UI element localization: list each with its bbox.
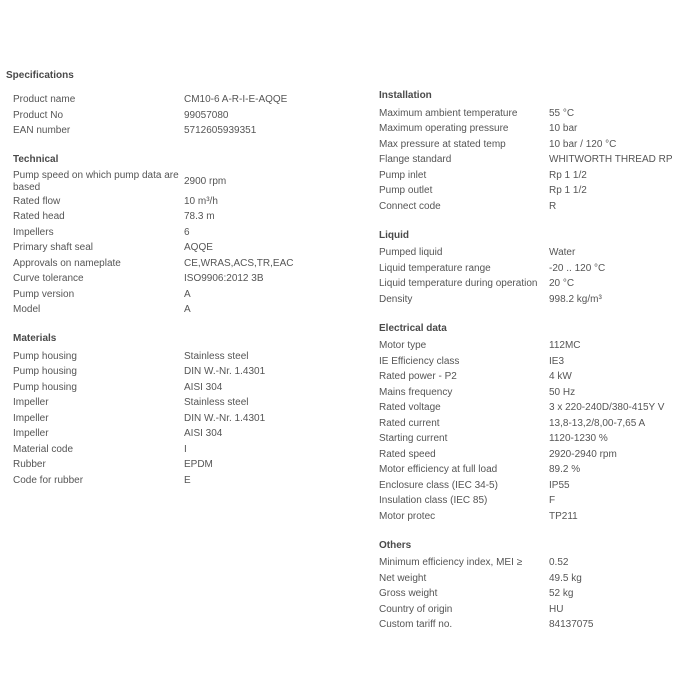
left-column	[13, 92, 353, 504]
spec-label: Liquid temperature during operation	[379, 278, 538, 289]
spec-label: Pump outlet	[379, 185, 433, 196]
spec-row	[13, 473, 353, 489]
spec-value: TP211	[549, 510, 578, 522]
spec-label: Rated voltage	[379, 402, 441, 413]
spec-label: Curve tolerance	[13, 273, 84, 284]
spec-value: Water	[549, 247, 576, 258]
spec-label: EAN number	[13, 125, 71, 136]
spec-label: IE Efficiency class	[379, 355, 460, 367]
spec-row	[379, 617, 694, 633]
spec-label: Pump speed on which pump data are based	[13, 169, 179, 193]
spec-label: Material code	[13, 443, 74, 455]
spec-value: R	[549, 200, 557, 212]
section-title: Electrical data	[379, 322, 447, 334]
spec-row	[379, 571, 694, 587]
spec-row	[13, 194, 353, 210]
spec-value: Rp 1 1/2	[549, 169, 587, 181]
section-materials	[13, 333, 353, 488]
spec-value: A	[184, 288, 191, 300]
spec-label: Impeller	[13, 397, 49, 408]
spec-row	[13, 225, 353, 241]
spec-label: Pump version	[13, 288, 75, 300]
spec-value: IE3	[549, 355, 565, 367]
spec-value: CM10-6 A-R-I-E-AQQE	[184, 94, 288, 105]
spec-label: Custom tariff no.	[379, 619, 453, 630]
spec-row	[379, 509, 694, 525]
spec-label: Model	[13, 304, 41, 315]
spec-row	[13, 92, 353, 108]
spec-value: 89.2 %	[549, 464, 581, 475]
spec-label: Starting current	[379, 433, 448, 444]
spec-value: EPDM	[184, 459, 213, 470]
spec-row	[379, 354, 694, 370]
spec-label: Motor protec	[379, 510, 436, 522]
spec-label: Rated power - P2	[379, 371, 457, 382]
spec-label: Rated current	[379, 417, 440, 429]
spec-row	[379, 416, 694, 432]
spec-value: 10 bar / 120 °C	[549, 138, 617, 150]
spec-value: 13,8-13,2/8,00-7,65 A	[549, 417, 646, 429]
spec-row	[13, 380, 353, 396]
section-electrical-data	[379, 323, 694, 525]
spec-label: Flange standard	[379, 154, 452, 165]
section-title: Liquid	[379, 229, 409, 241]
spec-value: 0.52	[549, 557, 569, 568]
spec-label: Maximum operating pressure	[379, 123, 509, 134]
spec-row	[379, 106, 694, 122]
spec-value: 55 °C	[549, 107, 575, 119]
spec-value: 50 Hz	[549, 386, 576, 398]
spec-value: DIN W.-Nr. 1.4301	[184, 366, 266, 377]
spec-value: 2920-2940 rpm	[549, 448, 617, 460]
spec-value: 10 m³/h	[184, 195, 218, 207]
spec-label: Pump housing	[13, 366, 77, 377]
spec-label: Max pressure at stated temp	[379, 138, 506, 150]
spec-row	[379, 369, 694, 385]
spec-value: 99057080	[184, 109, 229, 121]
spec-label: Liquid temperature range	[379, 262, 491, 274]
spec-value: AQQE	[184, 242, 213, 253]
spec-label: Enclosure class (IEC 34-5)	[379, 479, 498, 491]
spec-row	[13, 411, 353, 427]
spec-row	[379, 245, 694, 261]
spec-value: 2900 rpm	[184, 175, 227, 187]
spec-value: I	[184, 443, 187, 455]
spec-label: Pump housing	[13, 381, 77, 393]
spec-value: 998.2 kg/m³	[549, 293, 602, 305]
spec-row	[379, 168, 694, 184]
spec-row	[379, 338, 694, 354]
spec-label: Impellers	[13, 226, 54, 238]
spec-row	[379, 152, 694, 168]
spec-row	[379, 586, 694, 602]
spec-label: Motor efficiency at full load	[379, 464, 498, 475]
spec-label: Net weight	[379, 572, 427, 584]
spec-row	[379, 602, 694, 618]
spec-row	[379, 292, 694, 308]
spec-label: Pump inlet	[379, 169, 427, 181]
spec-label: Mains frequency	[379, 386, 453, 398]
spec-label: Primary shaft seal	[13, 242, 94, 253]
section-title: Installation	[379, 90, 432, 101]
section-title: Technical	[13, 154, 59, 165]
section-liquid	[379, 230, 694, 308]
spec-label: Rated speed	[379, 448, 436, 460]
spec-label: Impeller	[13, 428, 49, 439]
spec-value: 78.3 m	[184, 211, 215, 222]
spec-row	[379, 261, 694, 277]
spec-row	[379, 121, 694, 137]
spec-value: Rp 1 1/2	[549, 185, 587, 196]
spec-row	[13, 108, 353, 124]
spec-label: Maximum ambient temperature	[379, 107, 518, 119]
spec-label: Minimum efficiency index, MEI ≥	[379, 557, 523, 568]
spec-row	[379, 431, 694, 447]
spec-value: ISO9906:2012 3B	[184, 273, 264, 284]
right-column	[379, 90, 694, 648]
spec-label: Rated head	[13, 211, 65, 222]
spec-value: 84137075	[549, 619, 594, 630]
spec-row	[379, 385, 694, 401]
spec-label: Code for rubber	[13, 474, 84, 486]
spec-row	[13, 123, 353, 139]
spec-label: Rated flow	[13, 195, 61, 207]
spec-value: 4 kW	[549, 371, 572, 382]
spec-value: HU	[549, 603, 564, 615]
section-title: Materials	[13, 333, 57, 344]
spec-row	[379, 400, 694, 416]
spec-row	[13, 442, 353, 458]
spec-label: Motor type	[379, 340, 427, 351]
spec-value: F	[549, 495, 556, 506]
section-general	[13, 92, 353, 139]
section-installation	[379, 90, 694, 214]
spec-value: DIN W.-Nr. 1.4301	[184, 412, 266, 424]
spec-row	[379, 555, 694, 571]
section-title: Others	[379, 539, 412, 551]
spec-label: Product No	[13, 109, 64, 121]
spec-row	[13, 287, 353, 303]
spec-value: Stainless steel	[184, 397, 249, 408]
page-title: Specifications	[6, 70, 74, 81]
spec-row	[13, 209, 353, 225]
spec-row	[13, 271, 353, 287]
spec-label: Country of origin	[379, 603, 453, 615]
spec-row	[379, 447, 694, 463]
spec-value: CE,WRAS,ACS,TR,EAC	[184, 257, 294, 269]
spec-row	[379, 199, 694, 215]
spec-label: Approvals on nameplate	[13, 257, 121, 269]
section-technical	[13, 154, 353, 318]
spec-label: Pump housing	[13, 350, 77, 362]
spec-label: Product name	[13, 94, 76, 105]
spec-row	[13, 364, 353, 380]
spec-value: 10 bar	[549, 123, 578, 134]
spec-value: IP55	[549, 479, 570, 491]
spec-row	[379, 462, 694, 478]
spec-row	[379, 493, 694, 509]
spec-row	[379, 137, 694, 153]
spec-row	[13, 395, 353, 411]
spec-value: AISI 304	[184, 428, 223, 439]
spec-row	[13, 240, 353, 256]
spec-value: -20 .. 120 °C	[549, 262, 606, 274]
spec-label: Rubber	[13, 459, 46, 470]
section-others	[379, 540, 694, 633]
spec-value: 6	[184, 226, 190, 238]
spec-value: E	[184, 474, 191, 486]
spec-row	[13, 256, 353, 272]
spec-label: Pumped liquid	[379, 247, 443, 258]
spec-label: Gross weight	[379, 588, 438, 599]
spec-value: 3 x 220-240D/380-415Y V	[549, 402, 665, 413]
spec-value: 5712605939351	[184, 125, 257, 136]
spec-row	[379, 183, 694, 199]
spec-row	[13, 457, 353, 473]
spec-value: 20 °C	[549, 278, 575, 289]
spec-value: 1120-1230 %	[549, 433, 608, 444]
spec-label: Density	[379, 293, 413, 305]
spec-value: A	[184, 304, 191, 315]
spec-value: 49.5 kg	[549, 572, 582, 584]
spec-value: 112MC	[549, 340, 581, 351]
spec-value: AISI 304	[184, 381, 223, 393]
spec-row	[379, 276, 694, 292]
spec-row	[379, 478, 694, 494]
spec-row	[13, 349, 353, 365]
spec-row	[13, 302, 353, 318]
spec-label: Impeller	[13, 412, 49, 424]
spec-label: Connect code	[379, 200, 441, 212]
spec-value: 52 kg	[549, 588, 574, 599]
spec-row	[13, 426, 353, 442]
spec-value: WHITWORTH THREAD RP	[549, 154, 673, 165]
spec-value: Stainless steel	[184, 350, 249, 362]
spec-row	[13, 170, 353, 194]
spec-label: Insulation class (IEC 85)	[379, 495, 488, 506]
